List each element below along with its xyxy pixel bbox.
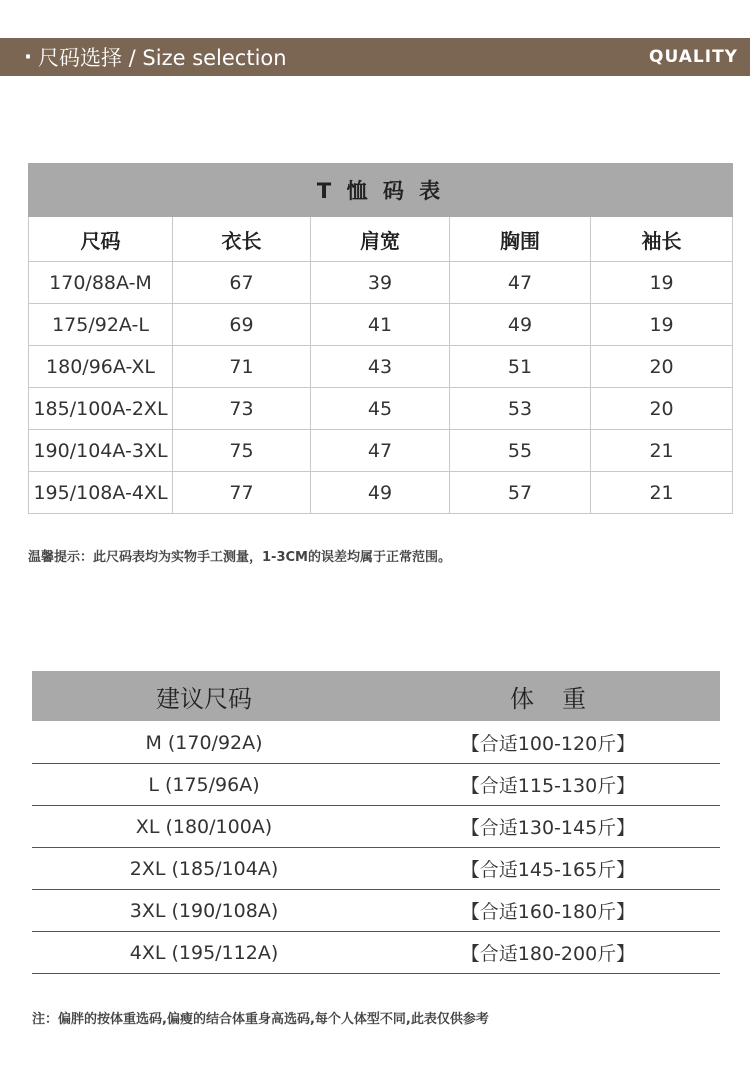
- cell-size: 190/104A-3XL: [29, 430, 173, 472]
- cell-length: 71: [173, 346, 311, 388]
- banner-title: 尺码选择 / Size selection: [37, 46, 287, 70]
- cell-sleeve: 19: [591, 304, 733, 346]
- quality-label: QUALITY: [649, 47, 738, 67]
- cell-length: 67: [173, 262, 311, 304]
- table-row: [29, 262, 733, 304]
- recommend-size: XL (180/100A): [135, 815, 273, 838]
- cell-chest: 53: [450, 388, 591, 430]
- top-banner: [0, 38, 750, 76]
- list-item: [32, 806, 720, 848]
- cell-shoulder: 47: [311, 430, 450, 472]
- cell-length: 77: [173, 472, 311, 514]
- recommend-size: M (170/92A): [145, 731, 263, 754]
- recommend-size: 2XL (185/104A): [129, 857, 279, 880]
- cell-shoulder: 43: [311, 346, 450, 388]
- table-row: [29, 472, 733, 514]
- cell-size: 175/92A-L: [29, 304, 173, 346]
- recommend-size: 4XL (195/112A): [129, 941, 279, 964]
- recommend-weight: 【合适115-130斤】: [460, 775, 636, 797]
- cell-length: 73: [173, 388, 311, 430]
- list-item: [32, 722, 720, 764]
- banner-title-group: [24, 42, 287, 72]
- cell-size: 195/108A-4XL: [29, 472, 173, 514]
- cell-length: 69: [173, 304, 311, 346]
- recommend-header-size: 建议尺码: [156, 684, 252, 713]
- header-length: 衣长: [173, 217, 311, 262]
- cell-shoulder: 49: [311, 472, 450, 514]
- table-row: [29, 346, 733, 388]
- reference-note: 注：偏胖的按体重选码,偏瘦的结合体重身高选码,每个人体型不同,此表仅供参考: [32, 1012, 489, 1027]
- recommend-size: 3XL (190/108A): [129, 899, 279, 922]
- cell-chest: 55: [450, 430, 591, 472]
- cell-sleeve: 20: [591, 388, 733, 430]
- recommend-weight: 【合适100-120斤】: [460, 733, 636, 755]
- cell-chest: 57: [450, 472, 591, 514]
- cell-sleeve: 21: [591, 472, 733, 514]
- cell-size: 180/96A-XL: [29, 346, 173, 388]
- size-chart-title: T 恤 码 表: [29, 164, 733, 217]
- header-sleeve: 袖长: [591, 217, 733, 262]
- cell-shoulder: 39: [311, 262, 450, 304]
- header-chest: 胸围: [450, 217, 591, 262]
- cell-shoulder: 45: [311, 388, 450, 430]
- list-item: [32, 932, 720, 974]
- cell-sleeve: 19: [591, 262, 733, 304]
- cell-chest: 47: [450, 262, 591, 304]
- table-row: [29, 304, 733, 346]
- header-shoulder: 肩宽: [311, 217, 450, 262]
- recommend-table: [32, 722, 720, 974]
- header-size: 尺码: [29, 217, 173, 262]
- list-item: [32, 764, 720, 806]
- list-item: [32, 848, 720, 890]
- cell-shoulder: 41: [311, 304, 450, 346]
- recommend-weight: 【合适180-200斤】: [460, 943, 636, 965]
- cell-size: 185/100A-2XL: [29, 388, 173, 430]
- table-row: [29, 430, 733, 472]
- recommend-weight: 【合适130-145斤】: [460, 817, 636, 839]
- recommend-weight: 【合适160-180斤】: [460, 901, 636, 923]
- recommend-header: [32, 671, 720, 721]
- recommend-weight: 【合适145-165斤】: [460, 859, 636, 881]
- cell-chest: 51: [450, 346, 591, 388]
- cell-chest: 49: [450, 304, 591, 346]
- cell-sleeve: 20: [591, 346, 733, 388]
- list-item: [32, 890, 720, 932]
- size-chart-header-row: [29, 217, 733, 262]
- cell-size: 170/88A-M: [29, 262, 173, 304]
- table-row: [29, 388, 733, 430]
- bullet-dot: ·: [24, 45, 32, 69]
- cell-sleeve: 21: [591, 430, 733, 472]
- recommend-size: L (175/96A): [148, 773, 260, 796]
- measurement-note: 温馨提示：此尺码表均为实物手工测量，1-3CM的误差均属于正常范围。: [28, 550, 451, 565]
- size-chart-title-row: [29, 164, 733, 217]
- cell-length: 75: [173, 430, 311, 472]
- size-chart-table: [28, 163, 733, 514]
- recommend-header-weight: 体重: [510, 684, 614, 713]
